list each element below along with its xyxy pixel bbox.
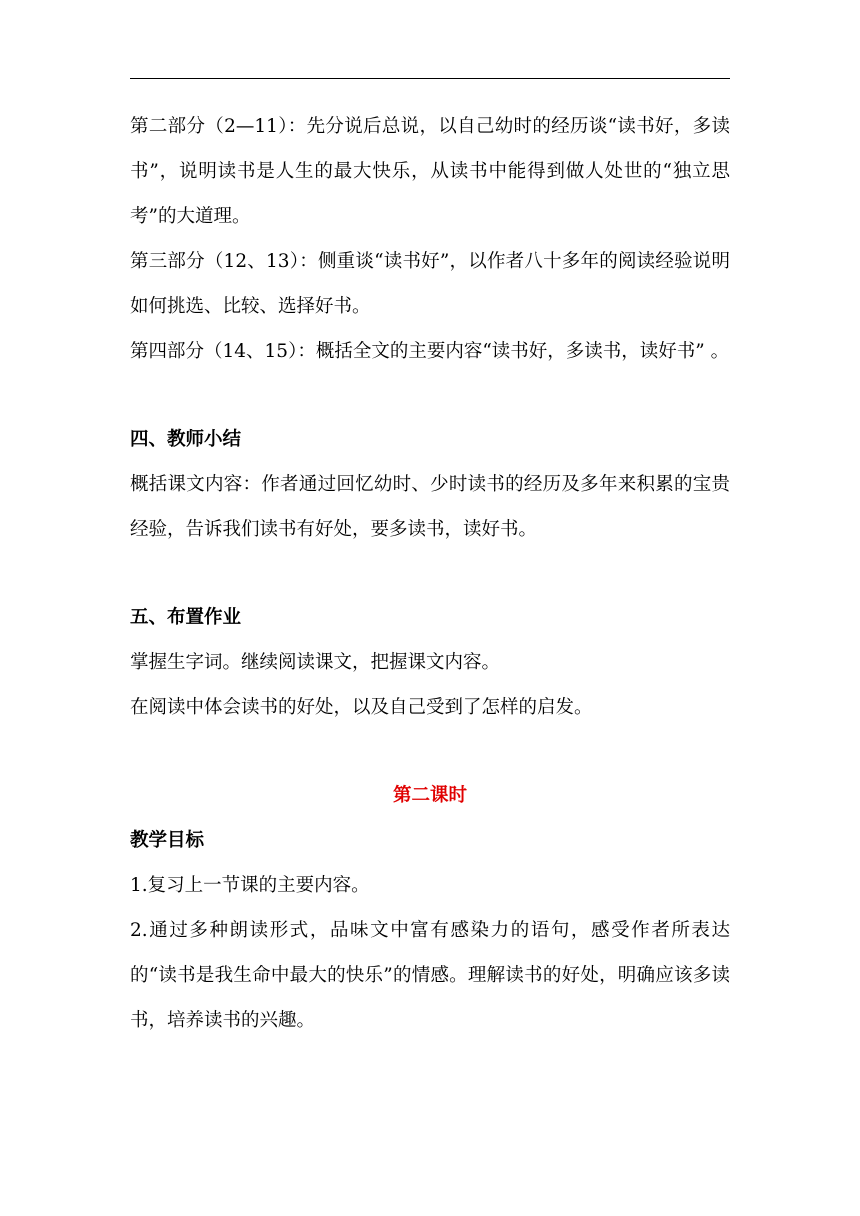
part-three-paragraph: 第三部分（12、13）：侧重谈“读书好”，以作者八十多年的阅读经验说明如何挑选、比较、选择好书。 xyxy=(130,251,730,317)
teacher-summary-text: 概括课文内容：作者通过回忆幼时、少时读书的经历及多年来积累的宝贵经验，告诉我们读书有好处，要多读书，读好书。 xyxy=(130,474,730,540)
part-four-paragraph: 第四部分（14、15）：概括全文的主要内容“读书好，多读书，读好书” 。 xyxy=(130,341,730,362)
homework-item: 掌握生字词。继续阅读课文，把握课文内容。 xyxy=(130,652,501,673)
part-two-paragraph: 第二部分（2—11）：先分说后总说，以自己幼时的经历谈“读书好，多读书”，说明读书是人生的最大快乐，从读书中能得到做人处世的“独立思考”的大道理。 xyxy=(130,116,730,227)
homework-item: 在阅读中体会读书的好处，以及自己受到了怎样的启发。 xyxy=(130,697,593,718)
document-body xyxy=(130,104,730,1043)
objectives-heading: 教学目标 xyxy=(130,830,205,851)
lesson-two-title: 第二课时 xyxy=(392,785,467,806)
header-rule xyxy=(130,78,730,79)
objective-item: 2.通过多种朗读形式，品味文中富有感染力的语句，感受作者所表达的“读书是我生命中最大的快乐”的情感。理解读书的好处，明确应该多读书，培养读书的兴趣。 xyxy=(130,920,730,1031)
teacher-summary-heading: 四、教师小结 xyxy=(130,429,242,450)
objective-item: 1.复习上一节课的主要内容。 xyxy=(130,875,370,896)
homework-heading: 五、布置作业 xyxy=(130,607,242,628)
